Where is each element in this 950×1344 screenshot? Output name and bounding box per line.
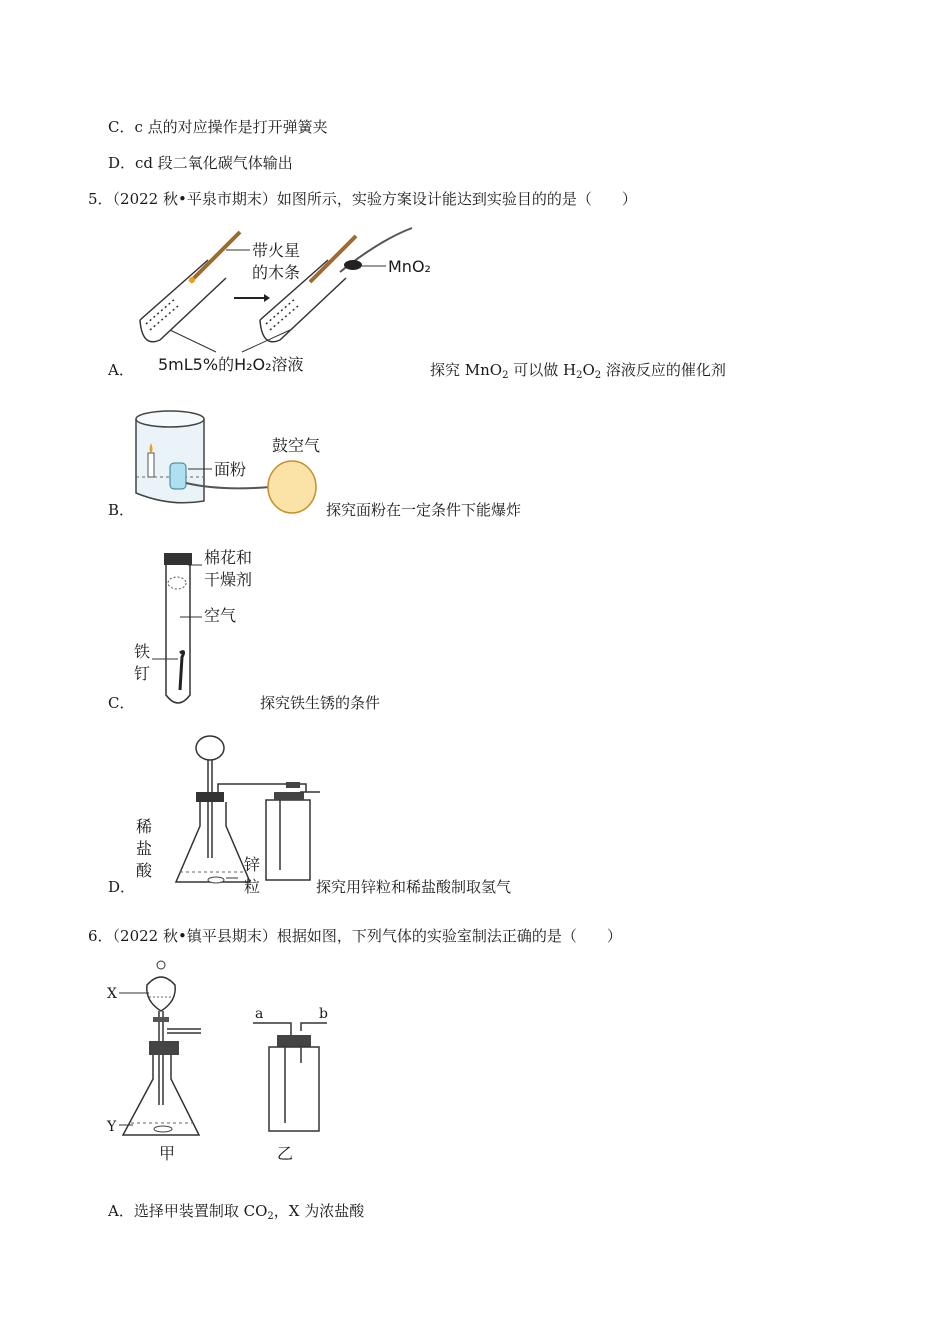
- desc-sub: 2: [594, 370, 602, 381]
- arrow-head-icon: [264, 294, 270, 302]
- candle-icon: [148, 453, 154, 477]
- option-d-figure: [130, 730, 330, 895]
- air-label: 鼓空气: [272, 436, 321, 455]
- stopper-icon: [196, 792, 224, 802]
- solid-reactant-icon: [154, 1126, 172, 1132]
- cotton-icon: [168, 577, 186, 589]
- zinc-granules-icon: [208, 877, 224, 883]
- funnel-stopper: [157, 961, 165, 969]
- hose-clip-icon: [286, 782, 300, 788]
- desc-sub: 2: [502, 370, 509, 381]
- option-text: c 点的对应操作是打开弹簧夹: [134, 118, 328, 136]
- option-a-letter: A．: [108, 361, 134, 379]
- option-d-desc: 探究用锌粒和稀盐酸制取氢气: [316, 878, 512, 896]
- option-d-prev: [108, 153, 293, 173]
- option-b-desc: 探究面粉在一定条件下能爆炸: [326, 501, 522, 519]
- question-source: （2022 秋•平泉市期末）: [112, 190, 277, 208]
- option-sub: 2: [267, 1211, 274, 1222]
- separatory-funnel: [147, 977, 175, 1011]
- bottle-stopper: [274, 792, 304, 800]
- cotton-label-line1: 棉花和: [204, 548, 253, 567]
- desc-part: 可以做 H: [508, 361, 577, 379]
- option-c-desc: 探究铁生锈的条件: [260, 694, 381, 712]
- jia-label: 甲: [159, 1144, 176, 1163]
- test-tube-left: [140, 260, 226, 342]
- glowing-splint-right: [310, 236, 356, 282]
- b-label: b: [319, 1006, 328, 1022]
- option-a-figure: [130, 220, 440, 380]
- stopcock-icon: [153, 1017, 169, 1022]
- option-b-letter: B．: [108, 501, 135, 519]
- option-b-figure: [130, 405, 330, 520]
- option-d-letter: D．: [108, 878, 136, 896]
- question-text: 如图所示，实验方案设计能达到实验目的的是（ ）: [276, 190, 637, 208]
- acid-label-3: 酸: [136, 861, 153, 880]
- splint-label-line2: 的木条: [252, 263, 301, 282]
- desc-part: O: [582, 361, 595, 379]
- option-letter: C．: [108, 118, 135, 136]
- question-6-figure: [105, 955, 345, 1170]
- funnel-bulb: [196, 736, 224, 760]
- bottle-stopper: [277, 1035, 311, 1047]
- cotton-label-line2: 干燥剂: [204, 570, 253, 589]
- solution-label: 5mL5%的H₂O₂溶液: [158, 355, 304, 374]
- option-letter: A．: [108, 1202, 134, 1220]
- question-6-option-a: [108, 1201, 364, 1227]
- yi-label: 乙: [277, 1144, 294, 1163]
- gas-washing-bottle: [269, 1047, 319, 1131]
- desc-part: 溶液反应的催化剂: [601, 361, 726, 379]
- y-label: Y: [107, 1119, 117, 1135]
- option-c-letter: C．: [108, 694, 135, 712]
- acid-label-1: 稀: [136, 817, 153, 836]
- zinc-label-1: 锌: [244, 855, 261, 874]
- flask-stopper: [149, 1041, 179, 1055]
- zinc-label-2: 粒: [244, 877, 261, 895]
- option-c-figure: [130, 545, 270, 710]
- question-number: 5．: [88, 190, 113, 208]
- option-text: 选择甲装置制取 CO: [133, 1202, 268, 1220]
- x-label: X: [107, 986, 117, 1002]
- question-source: （2022 秋•镇平县期末）: [112, 927, 277, 945]
- flour-container-icon: [170, 463, 186, 489]
- option-text: ，X 为浓盐酸: [273, 1202, 365, 1220]
- question-number: 6．: [88, 927, 113, 945]
- nail-label-line1: 铁: [134, 642, 151, 661]
- option-letter: D．: [108, 154, 136, 172]
- iron-nail-icon: [180, 652, 184, 690]
- conical-flask: [176, 802, 250, 882]
- splint-label-line1: 带火星: [252, 241, 301, 260]
- gas-bottle: [266, 800, 310, 880]
- air-label: 空气: [204, 606, 237, 625]
- option-text: cd 段二氧化碳气体输出: [135, 154, 293, 172]
- acid-label-2: 盐: [136, 839, 153, 858]
- catalyst-label: MnO₂: [388, 257, 431, 276]
- option-a-desc: [430, 360, 726, 386]
- option-c-prev: [108, 117, 328, 137]
- glow-icon: [189, 277, 195, 283]
- question-5-stem: [88, 189, 637, 209]
- container-cylinder: [136, 411, 204, 503]
- question-6-stem: [88, 926, 622, 946]
- flour-label: 面粉: [214, 460, 247, 479]
- question-text: 根据如图，下列气体的实验室制法正确的是（ ）: [276, 927, 622, 945]
- desc-part: 探究 MnO: [430, 361, 503, 379]
- glowing-splint-left: [190, 232, 240, 282]
- nail-label-line2: 钉: [134, 664, 151, 683]
- stopper-icon: [164, 553, 192, 565]
- air-bulb-icon: [268, 461, 316, 513]
- a-label: a: [255, 1006, 264, 1022]
- mno2-powder-icon: [344, 260, 362, 270]
- desc-sub: 2: [576, 370, 583, 381]
